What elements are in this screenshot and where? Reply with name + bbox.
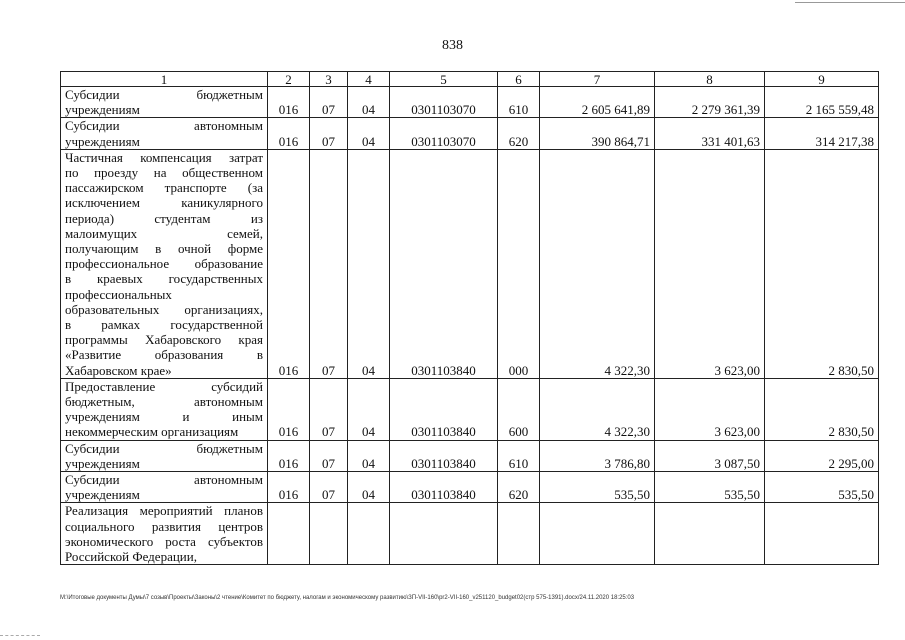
- expense-type-cell: 610: [498, 87, 540, 118]
- amount-2023-cell: 535,50: [765, 472, 879, 503]
- amount-2022-cell: 535,50: [655, 472, 765, 503]
- subsection-code-cell: 04: [348, 472, 390, 503]
- target-article-cell: 0301103840: [390, 440, 498, 471]
- expense-name-line: профессиональных: [65, 286, 172, 302]
- amount-2023-cell: [765, 503, 879, 565]
- expense-name-line: получающим в очной форме: [65, 241, 263, 257]
- section-code-cell: 07: [310, 118, 348, 149]
- expense-name-line: Субсидии бюджетным: [65, 440, 263, 456]
- page-number: 838: [442, 38, 463, 53]
- section-code-cell: 07: [310, 378, 348, 440]
- expense-name-line: учреждениям: [65, 455, 140, 471]
- target-article-cell: 0301103840: [390, 149, 498, 378]
- amount-2023-cell: 2 830,50: [765, 149, 879, 378]
- target-article-cell: [390, 503, 498, 565]
- section-code-cell: [310, 503, 348, 565]
- ministry-code-cell: 016: [268, 87, 310, 118]
- expense-name-line: Субсидии автономным: [65, 118, 263, 134]
- expense-name-cell: [61, 149, 268, 378]
- expense-type-cell: 610: [498, 440, 540, 471]
- amount-2021-cell: 535,50: [540, 472, 655, 503]
- section-code-cell: 07: [310, 87, 348, 118]
- budget-table: [60, 71, 879, 565]
- expense-name-line: пассажирском транспорте (за: [65, 180, 263, 196]
- expense-name-line: по проезду на общественном: [65, 165, 263, 181]
- target-article-cell: 0301103070: [390, 87, 498, 118]
- expense-name-line: профессиональное образование: [65, 256, 263, 272]
- expense-name-line: в краевых государственных: [65, 271, 263, 287]
- header-cell: 1: [61, 72, 268, 87]
- expense-name-line: учреждениям: [65, 102, 140, 118]
- expense-name-cell: [61, 440, 268, 471]
- header-cell: 6: [498, 72, 540, 87]
- expense-name-line: бюджетным, автономным: [65, 394, 263, 410]
- header-cell: 3: [310, 72, 348, 87]
- target-article-cell: 0301103840: [390, 378, 498, 440]
- amount-2021-cell: 4 322,30: [540, 149, 655, 378]
- expense-name-line: программы Хабаровского края: [65, 332, 263, 348]
- table-row: [61, 378, 879, 440]
- expense-name-cell: [61, 503, 268, 565]
- expense-name-line: в рамках государственной: [65, 317, 263, 333]
- ministry-code-cell: [268, 503, 310, 565]
- header-cell: 9: [765, 72, 879, 87]
- expense-name-cell: [61, 118, 268, 149]
- amount-2022-cell: 3 623,00: [655, 378, 765, 440]
- subsection-code-cell: 04: [348, 440, 390, 471]
- amount-2023-cell: 2 165 559,48: [765, 87, 879, 118]
- expense-name-cell: [61, 472, 268, 503]
- top-edge-line: [795, 2, 905, 3]
- table-row: [61, 440, 879, 471]
- expense-name-line: учреждениям: [65, 487, 140, 503]
- expense-type-cell: 000: [498, 149, 540, 378]
- ministry-code-cell: 016: [268, 472, 310, 503]
- table-row: [61, 149, 879, 378]
- expense-name-line: Реализация мероприятий планов: [65, 503, 263, 519]
- subsection-code-cell: 04: [348, 378, 390, 440]
- amount-2022-cell: 331 401,63: [655, 118, 765, 149]
- table-row: [61, 472, 879, 503]
- table-row: [61, 87, 879, 118]
- header-cell: 5: [390, 72, 498, 87]
- ministry-code-cell: 016: [268, 378, 310, 440]
- table-row: [61, 503, 879, 565]
- expense-name-line: экономического роста субъектов: [65, 533, 263, 549]
- expense-name-line: социального развития центров: [65, 518, 263, 534]
- expense-name-line: учреждениям: [65, 133, 140, 149]
- file-path-footer: M:\Итоговые документы Думы\7 созыв\Проекты\Законы\2 чтение\Комитет по бюджету, налогам и экономическому развитию\ЗП-VII-160\pr2-VII-160_v251120_budget02(стр 575-1391).docx/24.11.2020 18:25:03: [60, 595, 635, 601]
- ministry-code-cell: 016: [268, 118, 310, 149]
- expense-name-line: некоммерческим организациям: [65, 424, 239, 440]
- expense-name-line: периода) студентам из: [65, 210, 263, 226]
- amount-2022-cell: 3 087,50: [655, 440, 765, 471]
- expense-name-cell: [61, 378, 268, 440]
- expense-name-line: образовательных организациях,: [65, 301, 263, 317]
- table-row: [61, 118, 879, 149]
- expense-type-cell: 620: [498, 118, 540, 149]
- header-cell: 7: [540, 72, 655, 87]
- ministry-code-cell: 016: [268, 149, 310, 378]
- target-article-cell: 0301103840: [390, 472, 498, 503]
- subsection-code-cell: 04: [348, 149, 390, 378]
- header-cell: 4: [348, 72, 390, 87]
- amount-2022-cell: 3 623,00: [655, 149, 765, 378]
- section-code-cell: 07: [310, 440, 348, 471]
- subsection-code-cell: [348, 503, 390, 565]
- amount-2021-cell: 390 864,71: [540, 118, 655, 149]
- amount-2023-cell: 2 295,00: [765, 440, 879, 471]
- amount-2023-cell: 314 217,38: [765, 118, 879, 149]
- amount-2022-cell: 2 279 361,39: [655, 87, 765, 118]
- section-code-cell: 07: [310, 149, 348, 378]
- expense-name-line: Предоставление субсидий: [65, 378, 263, 394]
- subsection-code-cell: 04: [348, 118, 390, 149]
- expense-type-cell: 620: [498, 472, 540, 503]
- section-code-cell: 07: [310, 472, 348, 503]
- header-cell: 2: [268, 72, 310, 87]
- amount-2023-cell: 2 830,50: [765, 378, 879, 440]
- table-body: [61, 72, 879, 565]
- amount-2021-cell: 4 322,30: [540, 378, 655, 440]
- expense-name-line: Российской Федерации,: [65, 549, 197, 565]
- amount-2022-cell: [655, 503, 765, 565]
- subsection-code-cell: 04: [348, 87, 390, 118]
- expense-name-line: исключением каникулярного: [65, 195, 263, 211]
- expense-name-line: «Развитие образования в: [65, 347, 263, 363]
- bottom-edge-line: [0, 635, 40, 636]
- expense-name-line: Субсидии автономным: [65, 472, 263, 488]
- expense-name-line: малоимущих семей,: [65, 225, 263, 241]
- expense-name-line: Хабаровском крае»: [65, 362, 172, 378]
- amount-2021-cell: 3 786,80: [540, 440, 655, 471]
- ministry-code-cell: 016: [268, 440, 310, 471]
- header-row: [61, 72, 879, 87]
- header-cell: 8: [655, 72, 765, 87]
- expense-name-line: учреждениям и иным: [65, 409, 263, 425]
- expense-type-cell: 600: [498, 378, 540, 440]
- expense-name-cell: [61, 87, 268, 118]
- expense-name-line: Частичная компенсация затрат: [65, 149, 263, 165]
- target-article-cell: 0301103070: [390, 118, 498, 149]
- amount-2021-cell: 2 605 641,89: [540, 87, 655, 118]
- expense-name-line: Субсидии бюджетным: [65, 87, 263, 102]
- expense-type-cell: [498, 503, 540, 565]
- amount-2021-cell: [540, 503, 655, 565]
